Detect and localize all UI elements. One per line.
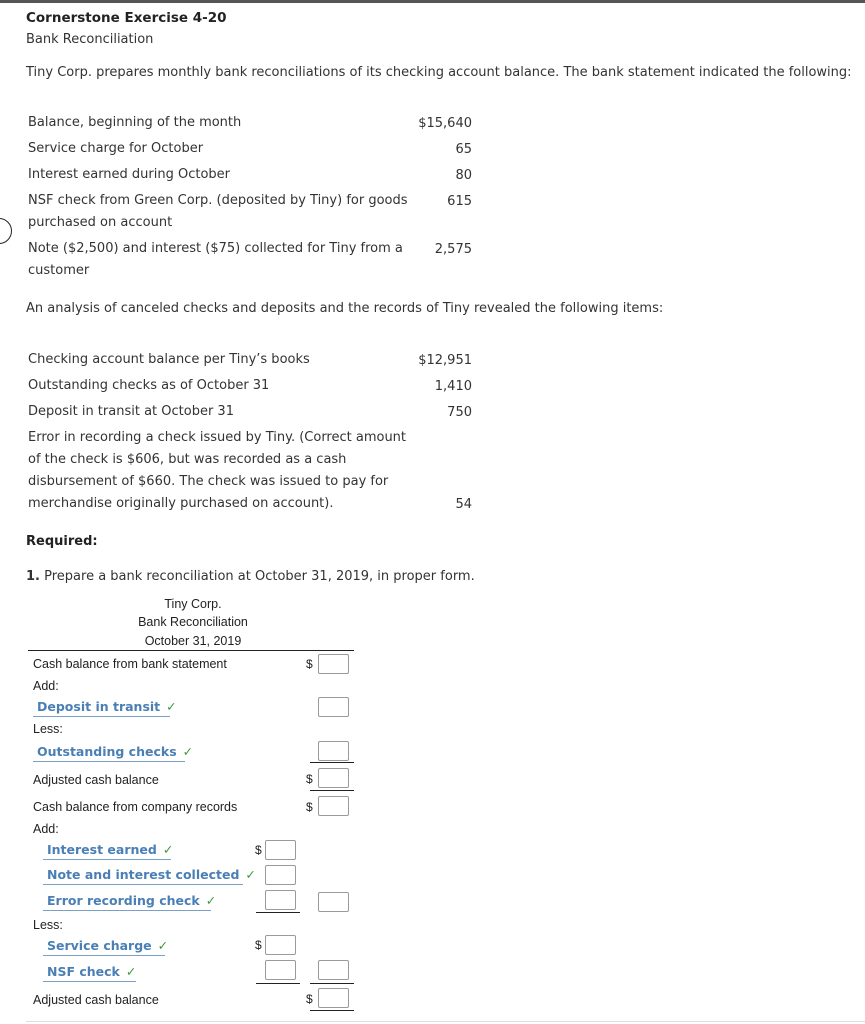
recon-company: Tiny Corp. — [164, 597, 222, 611]
adjusted-company-label: Adjusted cash balance — [33, 993, 159, 1007]
outstanding-select[interactable] — [33, 741, 194, 762]
dollar-sign: $ — [306, 800, 313, 814]
less-label-bank: Less: — [33, 722, 63, 736]
adjusted-company-input[interactable] — [318, 988, 349, 1008]
exercise-title: Cornerstone Exercise 4-20 — [26, 10, 227, 26]
cash-bank-label: Cash balance from bank statement — [33, 657, 227, 671]
service-input[interactable] — [265, 935, 296, 955]
company-item-3-value: 750 — [447, 405, 472, 420]
check-icon: ✓ — [245, 867, 256, 882]
check-icon: ✓ — [166, 699, 177, 714]
deposit-input[interactable] — [318, 697, 349, 717]
question-1 — [26, 569, 475, 584]
recon-date: October 31, 2019 — [144, 634, 242, 648]
company-item-4-label-line1: Error in recording a check issued by Tiny. (Correct amount — [28, 430, 407, 445]
deposit-select-label: Deposit in transit — [37, 699, 161, 714]
subtotal-rule — [310, 762, 354, 763]
check-icon: ✓ — [182, 744, 194, 759]
company-item-1-label: Checking account balance per Tiny’s books — [28, 352, 310, 367]
bank-item-1-label: Balance, beginning of the month — [28, 115, 242, 130]
note-select[interactable] — [43, 864, 256, 885]
company-item-4-label-line4: merchandise originally purchased on account). — [28, 496, 334, 511]
bank-item-3-value: 80 — [455, 168, 472, 183]
nsf-select[interactable] — [43, 961, 136, 982]
dollar-sign: $ — [306, 992, 313, 1006]
note-select-label: Note and interest collected — [47, 867, 240, 882]
nsf-select-label: NSF check — [47, 964, 120, 979]
interest-select-label: Interest earned — [47, 842, 157, 857]
cash-company-label: Cash balance from company records — [33, 800, 238, 814]
check-icon: ✓ — [162, 842, 174, 857]
error-select[interactable] — [43, 890, 217, 911]
exercise-subtitle: Bank Reconciliation — [26, 32, 154, 47]
final-total-rule — [310, 1010, 354, 1011]
dollar-sign: $ — [306, 772, 313, 786]
analysis-intro: An analysis of canceled checks and deposits and the records of Tiny revealed the following items: — [26, 301, 664, 316]
service-select-label: Service charge — [47, 938, 152, 953]
company-item-4-label-line3: disbursement of $660. The check was issued to pay for — [28, 474, 389, 489]
bank-item-5-label-line2: customer — [28, 263, 90, 278]
check-icon: ✓ — [205, 893, 217, 908]
question-text: Prepare a bank reconciliation at October 31, 2019, in proper form. — [44, 569, 475, 584]
less-label-company: Less: — [33, 918, 63, 932]
company-item-2-value: 1,410 — [434, 379, 472, 394]
interest-select[interactable] — [43, 839, 174, 860]
company-item-4-value: 54 — [455, 497, 472, 512]
add-subtotal-rule — [256, 912, 300, 913]
error-input[interactable] — [265, 890, 296, 910]
bank-item-1-value: $15,640 — [418, 116, 472, 131]
recon-header-rule — [28, 650, 354, 651]
bank-item-2-value: 65 — [455, 142, 472, 157]
bank-item-3-label: Interest earned during October — [28, 167, 231, 182]
adjusted-bank-input[interactable] — [318, 768, 349, 788]
company-item-1-value: $12,951 — [418, 353, 472, 368]
add-total-input[interactable] — [318, 892, 349, 912]
add-label-company: Add: — [33, 822, 59, 836]
dollar-sign: $ — [255, 938, 262, 952]
less-total-rule — [310, 983, 354, 984]
top-border — [0, 0, 865, 3]
service-select[interactable] — [43, 935, 169, 956]
total-rule — [310, 790, 354, 791]
error-select-label: Error recording check — [47, 893, 200, 908]
bank-item-5-value: 2,575 — [434, 242, 472, 257]
less-subtotal-rule — [256, 983, 300, 984]
company-item-3-label: Deposit in transit at October 31 — [28, 404, 234, 419]
question-number: 1. — [26, 569, 40, 584]
dollar-sign: $ — [306, 657, 313, 671]
bank-item-4-value: 615 — [447, 194, 472, 209]
nsf-input[interactable] — [265, 960, 296, 980]
check-icon: ✓ — [157, 938, 169, 953]
dollar-sign: $ — [255, 843, 262, 857]
bank-item-2-label: Service charge for October — [28, 141, 204, 156]
outstanding-select-label: Outstanding checks — [37, 744, 177, 759]
bottom-divider — [26, 1021, 865, 1022]
company-item-2-label: Outstanding checks as of October 31 — [28, 378, 270, 393]
less-total-input[interactable] — [318, 960, 349, 980]
cash-bank-input[interactable] — [318, 654, 349, 674]
company-item-4-label-line2: of the check is $606, but was recorded as a cash — [28, 452, 347, 467]
deposit-select[interactable] — [33, 696, 177, 717]
recon-title: Bank Reconciliation — [138, 615, 248, 629]
adjusted-bank-label: Adjusted cash balance — [33, 773, 159, 787]
intro-text: Tiny Corp. prepares monthly bank reconciliations of its checking account balance. The bank statement indicated the following: — [26, 65, 852, 80]
outstanding-input[interactable] — [318, 741, 349, 761]
bank-item-5-label-line1: Note ($2,500) and interest ($75) collected for Tiny from a — [28, 241, 403, 256]
note-input[interactable] — [265, 865, 296, 885]
add-label-bank: Add: — [33, 679, 59, 693]
interest-input[interactable] — [265, 840, 296, 860]
cash-company-input[interactable] — [318, 796, 349, 816]
radio-indicator[interactable] — [0, 218, 12, 244]
required-heading: Required: — [26, 534, 98, 549]
bank-item-4-label-line2: purchased on account — [28, 215, 173, 230]
bank-item-4-label-line1: NSF check from Green Corp. (deposited by Tiny) for goods — [28, 193, 408, 208]
check-icon: ✓ — [125, 964, 137, 979]
